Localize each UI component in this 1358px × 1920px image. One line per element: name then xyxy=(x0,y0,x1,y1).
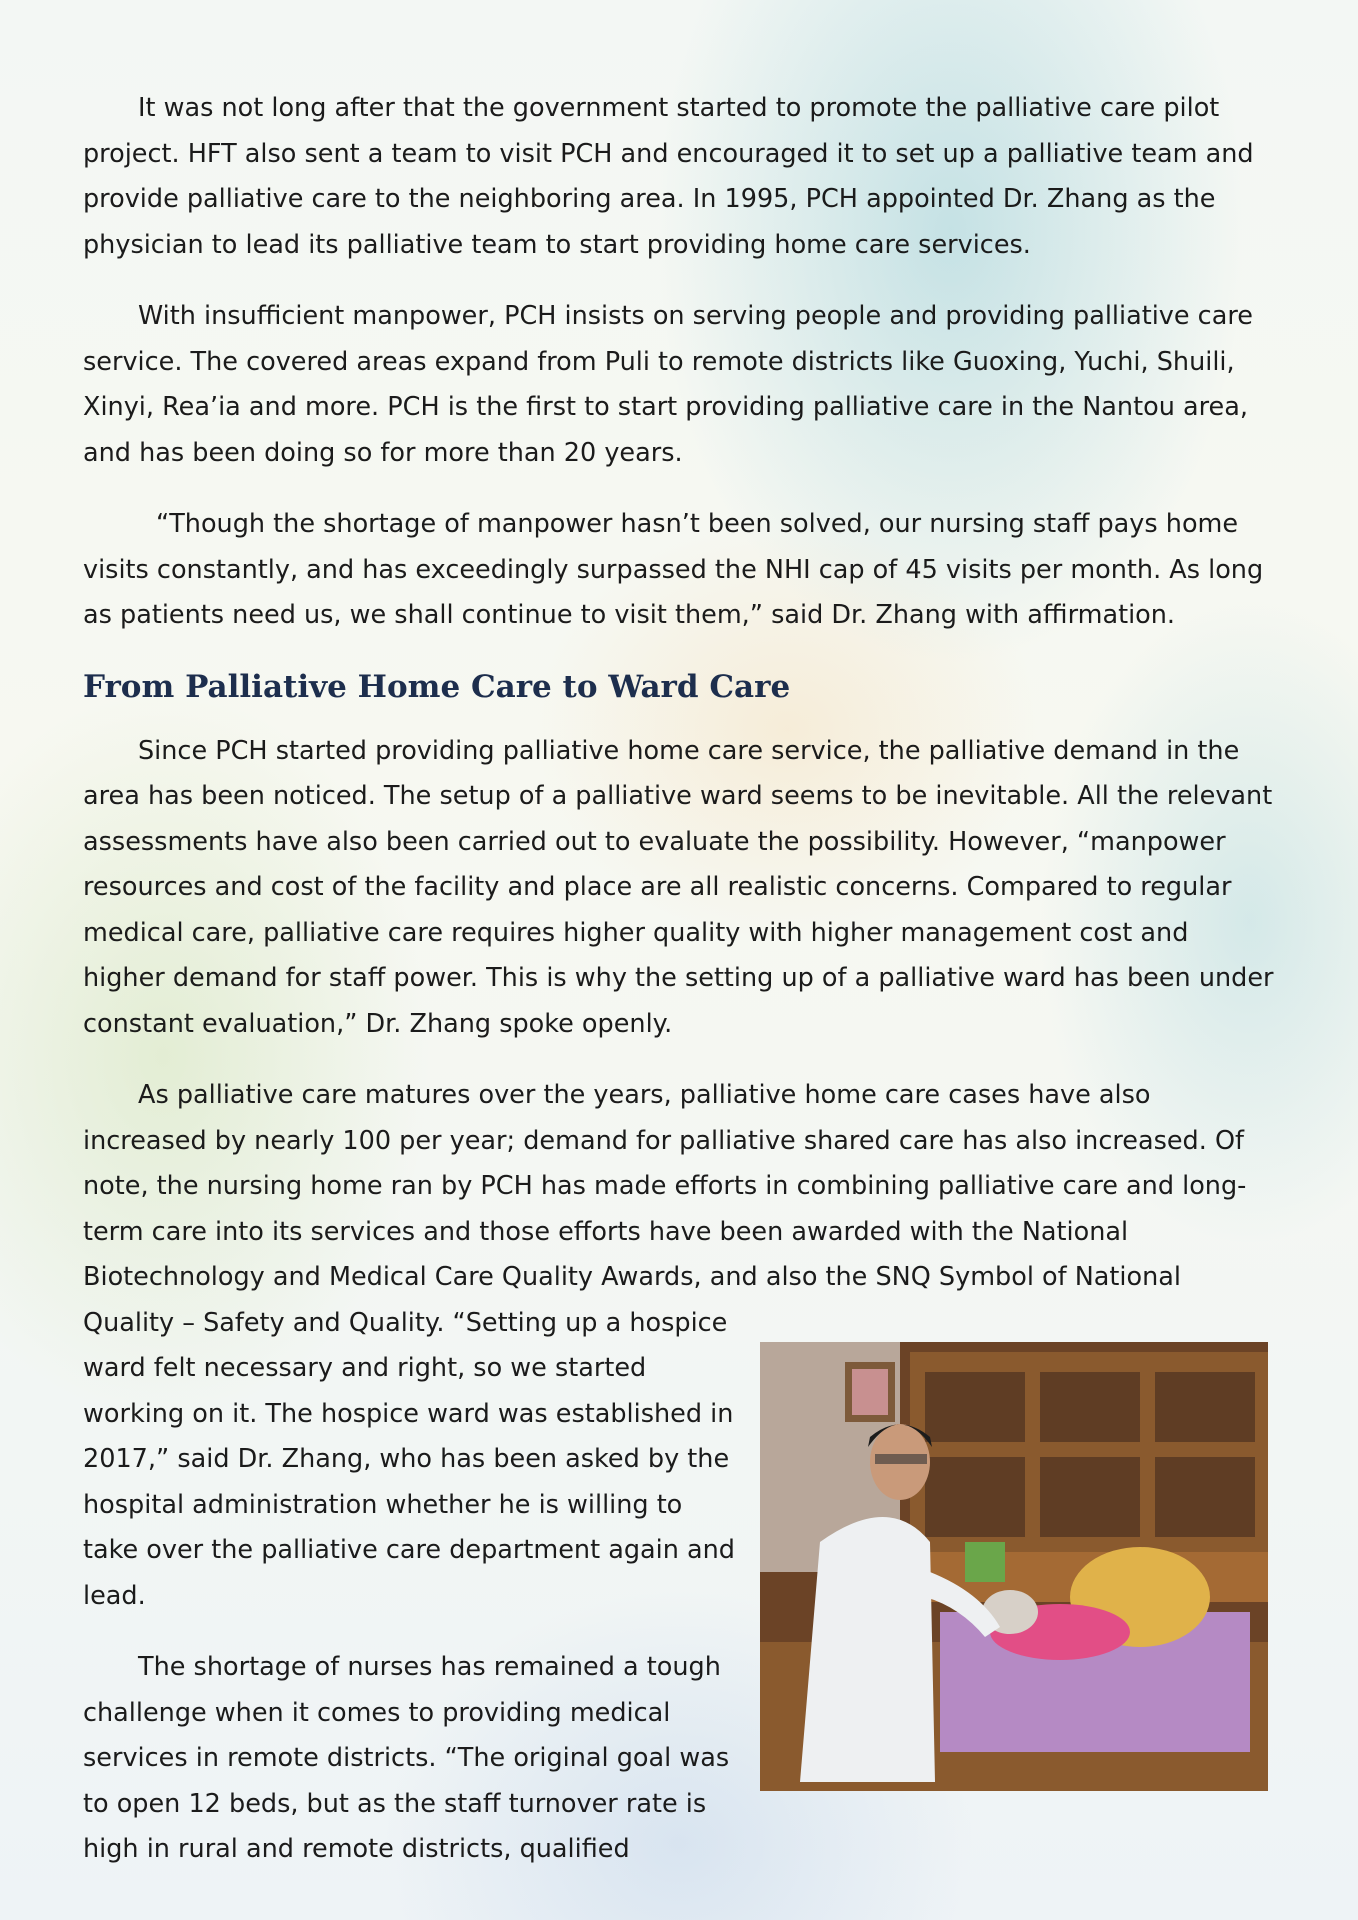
photo-wrap-offset xyxy=(1277,1073,1278,1336)
paragraph-ward-demand: Since PCH started providing palliative home care service, the palliative demand in the area has been noticed. The setup of a palliative ward seems to be inevitable. All the relevant assessments have also been carried out to evaluate the possibility. However, “manpower resources and cost of the facility and place are all realistic concerns. Compared to regular medical care, palliative care requires higher quality with higher management cost and higher demand for staff power. This is why the setting up of a palliative ward has been under constant evaluation,” Dr. Zhang spoke openly. xyxy=(83,735,1274,1039)
paragraph-hospice-ward: As palliative care matures over the years, palliative home care cases have also increased by nearly 100 per year; demand for palliative shared care has also increased. Of note, the nursing home ran by PCH has made efforts in combining palliative care and long-term care into its services and those efforts have been awarded with the National Biotechnology and Medical Care Quality Awards, and also the SNQ Symbol of National Quality – Safety and Quality. “Setting up a hospice ward felt necessary and right, so we started working on it. The hospice ward was established in 2017,” said Dr. Zhang, who has been asked by the hospital administration whether he is willing to take over the palliative care department again and lead. xyxy=(83,1073,1278,1619)
paragraph-nurse-shortage: The shortage of nurses has remained a tough challenge when it comes to providing medical services in remote districts. “The original goal was to open 12 beds, but as the staff turnover rate is high in rural and remote districts, qualified xyxy=(83,1652,730,1864)
doctor-home-visit-photo xyxy=(760,1342,1268,1791)
paragraph-pilot-project: It was not long after that the government started to promote the palliative care pilot project. HFT also sent a team to visit PCH and encouraged it to set up a palliative team and provide palliative care to the neighboring area. In 1995, PCH appointed Dr. Zhang as the physician to lead its palliative team to start providing home care services. xyxy=(83,93,1254,260)
photo-illustration xyxy=(760,1342,1268,1791)
paragraph-manpower: With insufficient manpower, PCH insists on serving people and providing palliative care service. The covered areas expand from Puli to remote districts like Guoxing, Yuchi, Shuili, Xinyi, Rea’ia and more. PCH is the first to start providing palliative care in the Nantou area, and has been doing so for more than 20 years. xyxy=(83,301,1253,468)
paragraph-zhang-quote: “Though the shortage of manpower hasn’t been solved, our nursing staff pays home visits constantly, and has exceedingly surpassed the NHI cap of 45 visits per month. As long as patients need us, we shall continue to visit them,” said Dr. Zhang with affirmation. xyxy=(83,509,1264,630)
photo-text-block xyxy=(83,1073,1278,1873)
section-heading: From Palliative Home Care to Ward Care xyxy=(83,668,791,705)
article-body xyxy=(83,86,1278,1899)
